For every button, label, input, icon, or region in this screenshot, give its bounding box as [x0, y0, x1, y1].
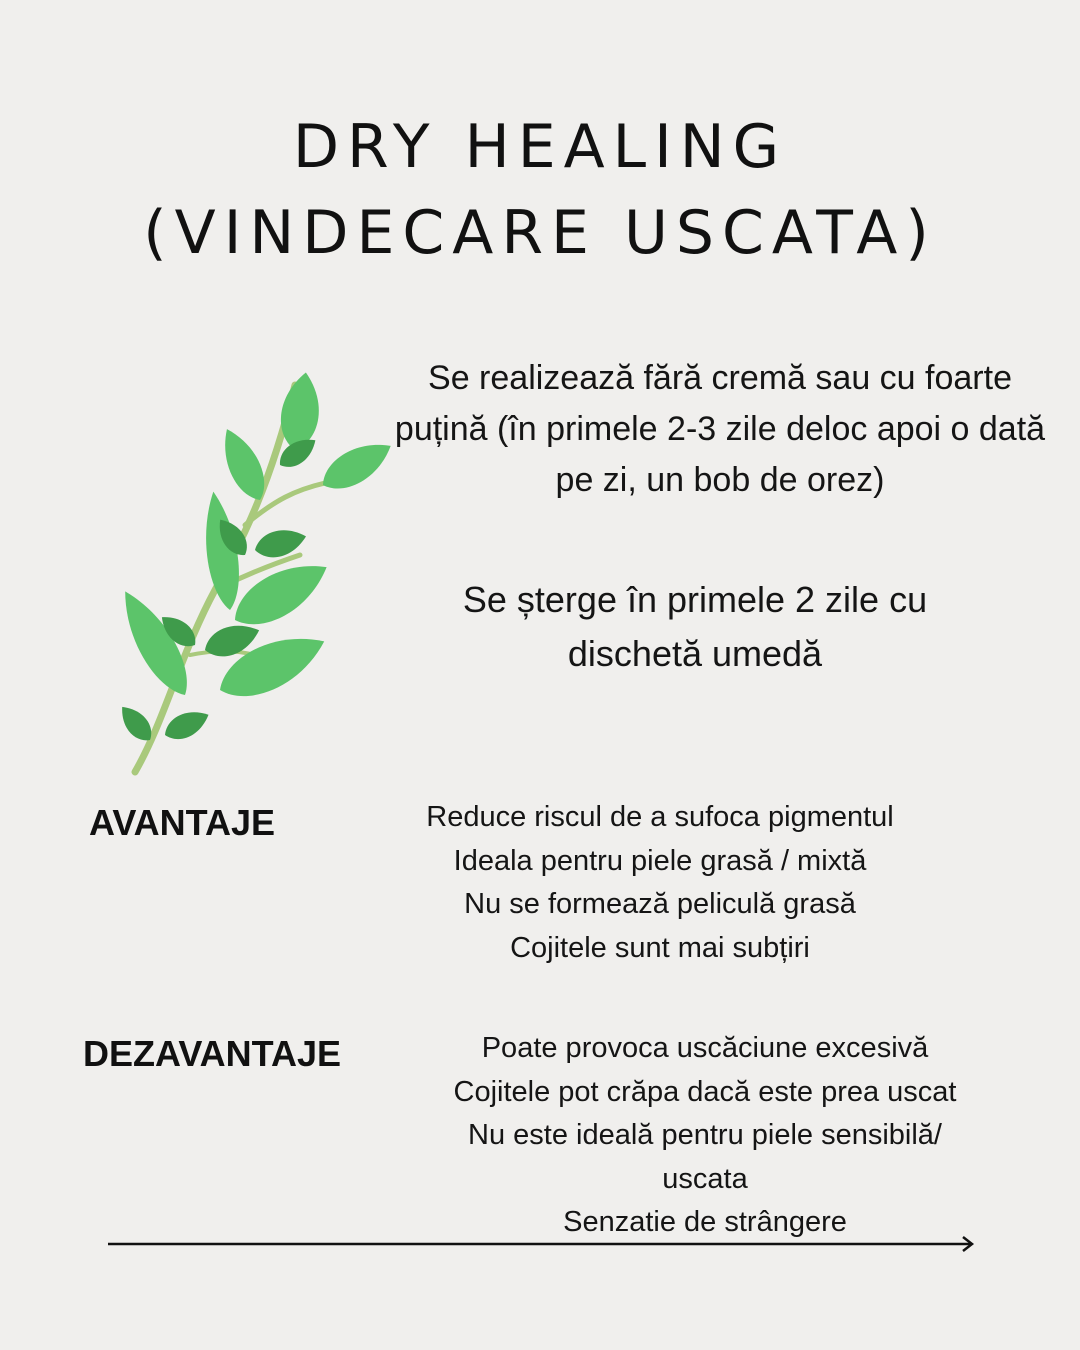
green-leaf-branch-icon [95, 325, 395, 785]
advantage-item: Reduce riscul de a sufoca pigmentul [426, 801, 894, 833]
advantages-list [360, 796, 960, 970]
disadvantage-item: Senzatie de strângere [563, 1206, 847, 1238]
disadvantages-list [395, 1027, 1015, 1245]
advantages-heading: AVANTAJE [89, 802, 276, 843]
right-arrow-icon [105, 1232, 980, 1256]
advantage-item: Cojitele sunt mai subțiri [510, 931, 810, 964]
page-title-line-1: DRY HEALING [292, 112, 788, 182]
disadvantage-item: Poate provoca uscăciune excesivă [481, 1032, 929, 1064]
disadvantage-item: Nu este ideală pentru piele sensibilă/ uscata [468, 1119, 942, 1195]
advantage-item: Ideala pentru piele grasă / mixtă [453, 844, 867, 877]
intro-paragraph-wipe: Se șterge în primele 2 zile cu dischetă umedă [462, 579, 928, 674]
disadvantages-heading: DEZAVANTAJE [83, 1033, 342, 1074]
advantage-item: Nu se formează peliculă grasă [464, 888, 856, 920]
intro-paragraph-no-cream: Se realizează fără cremă sau cu foarte puțină (în primele 2-3 zile deloc apoi o dată pe zi, un bob de orez) [394, 359, 1046, 499]
disadvantage-item: Cojitele pot crăpa dacă este prea uscat [453, 1075, 957, 1108]
page-title-line-2: (VINDECARE USCATA) [143, 198, 937, 268]
